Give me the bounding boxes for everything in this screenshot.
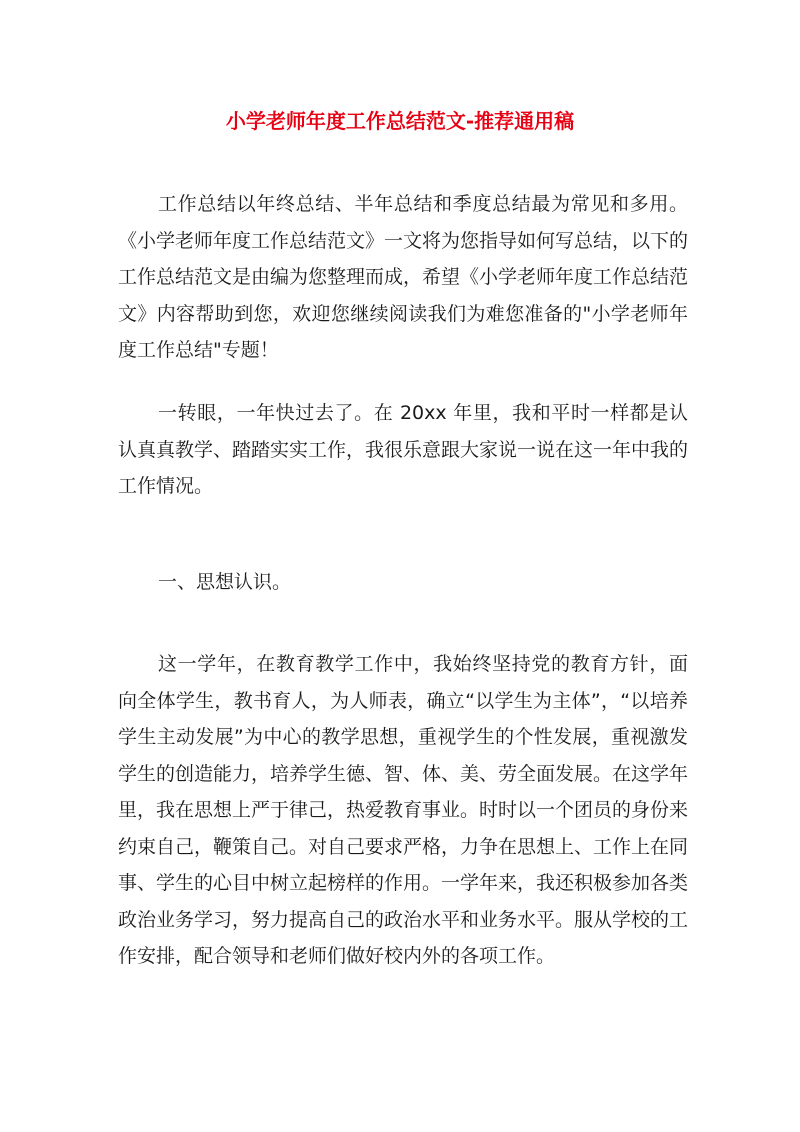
opening-paragraph: 一转眼，一年快过去了。在 20xx 年里，我和平时一样都是认认真真教学、踏踏实实工作，我很乐意跟大家说一说在这一年中我的工作情况。 — [118, 402, 689, 497]
section-paragraph: 这一学年，在教育教学工作中，我始终坚持党的教育方针，面向全体学生，教书育人，为人师表，确立“以学生为主体”，“以培养学生主动发展”为中心的教学思想，重视学生的个性发展，重视激发学生的创造能力，培养学生德、智、体、美、劳全面发展。在这学年里，我在思想上严于律己，热爱教育事业。时时以一个团员的身份来约束自己，鞭策自己。对自己要求严格，力争在思想上、工作上在同事、学生的心目中树立起榜样的作用。一学年来，我还积极参加各类政治业务学习，努力提高自己的政治水平和业务水平。服从学校的工作安排，配合领导和老师们做好校内外的各项工作。 — [118, 653, 689, 967]
section-heading: 一、思想认识。 — [158, 571, 292, 593]
document-title: 小学老师年度工作总结范文-推荐通用稿 — [225, 109, 575, 133]
intro-paragraph: 工作总结以年终总结、半年总结和季度总结最为常见和多用。《小学老师年度工作总结范文》一文将为您指导如何写总结，以下的工作总结范文是由编为您整理而成，希望《小学老师年度工作总结范文》内容帮助到您，欢迎您继续阅读我们为难您准备的"小学老师年度工作总结"专题！ — [118, 193, 689, 361]
